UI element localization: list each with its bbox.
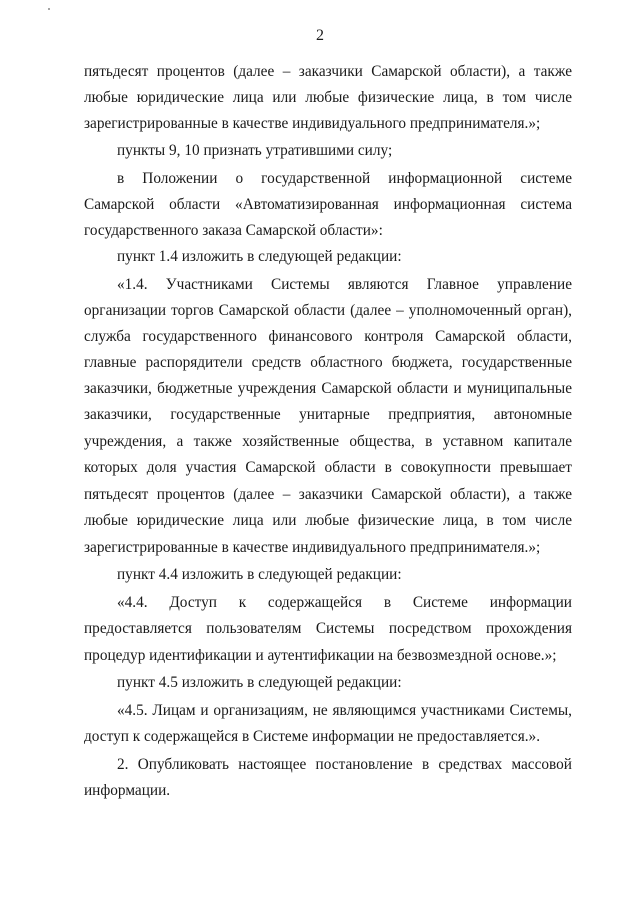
text-line: в Положении о государственной информационной системе [117,170,572,187]
text-line: пункт 1.4 изложить в следующей редакции: [117,248,402,265]
text-line: 2. Опубликовать настоящее постановление в средствах массовой [117,756,572,773]
text-line: предоставляется пользователям Системы посредством прохождения [84,620,572,637]
text-line: информации. [84,782,171,799]
text-line: «4.5. Лицам и организациям, не являющимся участниками Системы, [117,702,572,719]
text-line: заказчики, бюджетные учреждения Самарской области и муниципальные [84,380,572,397]
text-line: пункты 9, 10 признать утратившими силу; [117,142,393,159]
text-line: доступ к содержащейся в Системе информации не предоставляется.». [84,728,541,745]
scan-speck [48,8,50,10]
text-line: учреждения, а также хозяйственные общества, в уставном капитале [84,433,572,450]
text-line: заказчики, государственные унитарные предприятия, автономные [84,406,572,423]
text-line: пятьдесят процентов (далее – заказчики Самарской области), а также [84,486,572,503]
text-line: Самарской области «Автоматизированная информационная система [84,196,572,213]
text-line: которых доля участия Самарской области в совокупности превышает [84,459,572,476]
text-line: пункт 4.5 изложить в следующей редакции: [117,674,402,691]
text-line: зарегистрированные в качестве индивидуального предпринимателя.»; [84,115,541,132]
text-line: служба государственного финансового контроля Самарской области, [84,328,572,345]
text-line: любые юридические лица или любые физические лица, в том числе [84,89,572,106]
page-number: 2 [316,27,324,44]
text-line: государственного заказа Самарской области»: [84,222,383,239]
text-line: главные распорядители средств областного бюджета, государственные [84,354,572,371]
text-line: пятьдесят процентов (далее – заказчики Самарской области), а также [84,63,572,80]
text-line: пункт 4.4 изложить в следующей редакции: [117,566,402,583]
text-line: организации торгов Самарской области (далее – уполномоченный орган), [84,302,572,319]
text-line: процедур идентификации и аутентификации на безвозмездной основе.»; [84,647,557,664]
text-line: любые юридические лица или любые физические лица, в том числе [84,512,572,529]
text-line: зарегистрированные в качестве индивидуального предпринимателя.»; [84,539,541,556]
text-line: «1.4. Участниками Системы являются Главное управление [117,276,572,293]
text-line: «4.4. Доступ к содержащейся в Системе информации [117,594,572,611]
